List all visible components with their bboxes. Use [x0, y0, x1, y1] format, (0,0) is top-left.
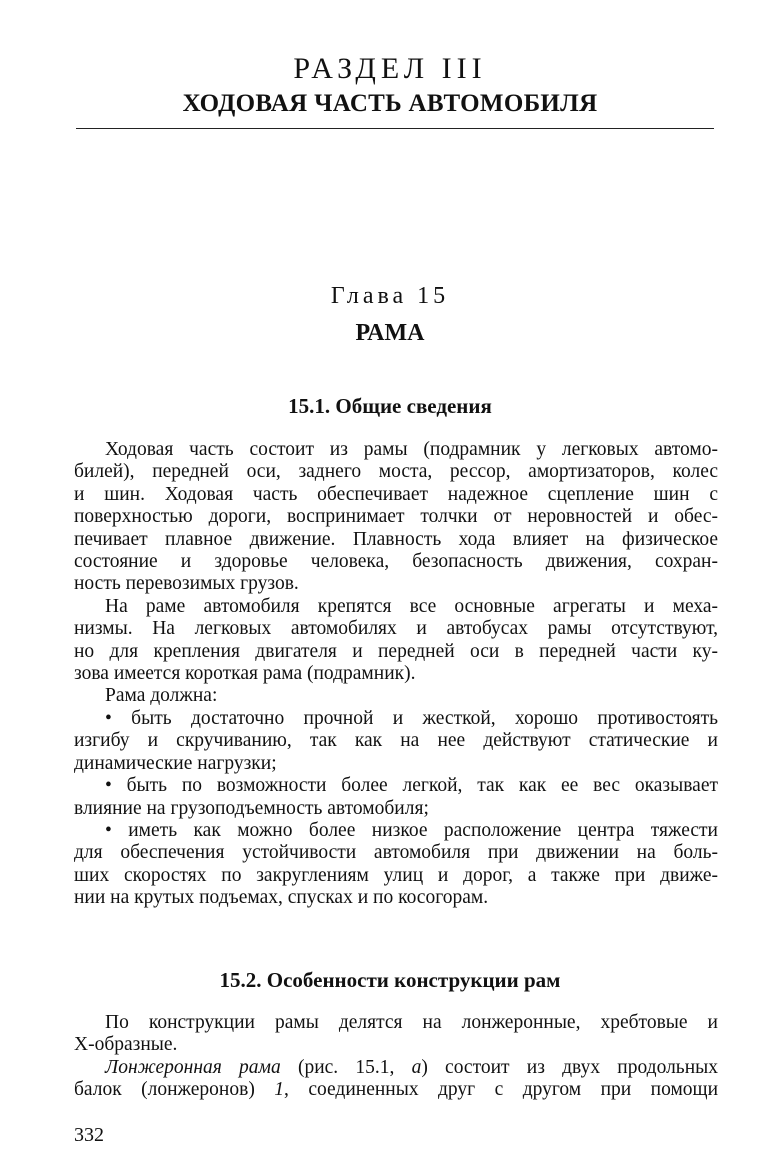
- body-text-design: [74, 1012, 718, 1102]
- text-line: печивает плавное движение. Плавность хода влияет на физическое: [74, 528, 718, 550]
- section-number: РАЗДЕЛ III: [293, 52, 487, 85]
- subsection-heading-design: 15.2. Особенности конструкции рам: [219, 968, 561, 992]
- chapter-title: РАМА: [355, 320, 425, 346]
- text-line: На раме автомобиля крепятся все основные агрегаты и меха-: [105, 595, 718, 617]
- term-italic: Лонжеронная рама: [105, 1056, 281, 1078]
- body-text-general: [74, 439, 718, 910]
- text-line: состояние и здоровье человека, безопасность движения, сохран-: [74, 551, 718, 573]
- list-item-line: нии на крутых подъемах, спусках и по косогорам.: [74, 887, 489, 909]
- text-line: балок (лонжеронов) 1, соединенных друг с другом при помощи: [74, 1079, 719, 1101]
- text-line: ность перевозимых грузов.: [74, 573, 299, 595]
- list-item-line: • быть достаточно прочной и жесткой, хорошо противостоять: [105, 707, 718, 729]
- list-item-line: влияние на грузоподъемность автомобиля;: [74, 797, 429, 819]
- text-line: билей), передней оси, заднего моста, рессор, амортизаторов, колес: [74, 461, 718, 483]
- text-line: поверхностью дороги, воспринимает толчки от неровностей и обес-: [74, 506, 718, 528]
- list-item-line: • иметь как можно более низкое расположение центра тяжести: [105, 819, 718, 841]
- text-line: и шин. Ходовая часть обеспечивает надежное сцепление шин с: [74, 483, 718, 505]
- text-line: но для крепления двигателя и передней оси в передней части ку-: [74, 640, 718, 662]
- chapter-number: Глава 15: [330, 283, 450, 309]
- list-item-line: динамические нагрузки;: [74, 752, 277, 774]
- header-rule: [76, 128, 714, 129]
- text-line: низмы. На легковых автомобилях и автобусах рамы отсутствуют,: [74, 618, 718, 640]
- text-line: Лонжеронная рама (рис. 15.1, а) состоит из двух продольных: [105, 1056, 718, 1078]
- list-item-line: • быть по возможности более легкой, так как ее вес оказывает: [105, 775, 718, 797]
- page-number: 332: [74, 1124, 104, 1146]
- text-line: Рама должна:: [105, 685, 218, 707]
- list-item-line: для обеспечения устойчивости автомобиля при движении на боль-: [74, 842, 718, 864]
- text-line: Х-образные.: [74, 1034, 178, 1056]
- text-line: По конструкции рамы делятся на лонжеронные, хребтовые и: [105, 1012, 718, 1033]
- section-title: ХОДОВАЯ ЧАСТЬ АВТОМОБИЛЯ: [182, 90, 598, 117]
- list-item-line: ших скоростях по закруглениям улиц и дорог, а также при движе-: [74, 864, 718, 886]
- subsection-heading-general: 15.1. Общие сведения: [288, 394, 492, 418]
- text-line: Ходовая часть состоит из рамы (подрамник у легковых автомо-: [105, 439, 718, 460]
- list-item-line: изгибу и скручиванию, так как на нее действуют статические и: [74, 730, 718, 752]
- text-line: зова имеется короткая рама (подрамник).: [74, 663, 416, 685]
